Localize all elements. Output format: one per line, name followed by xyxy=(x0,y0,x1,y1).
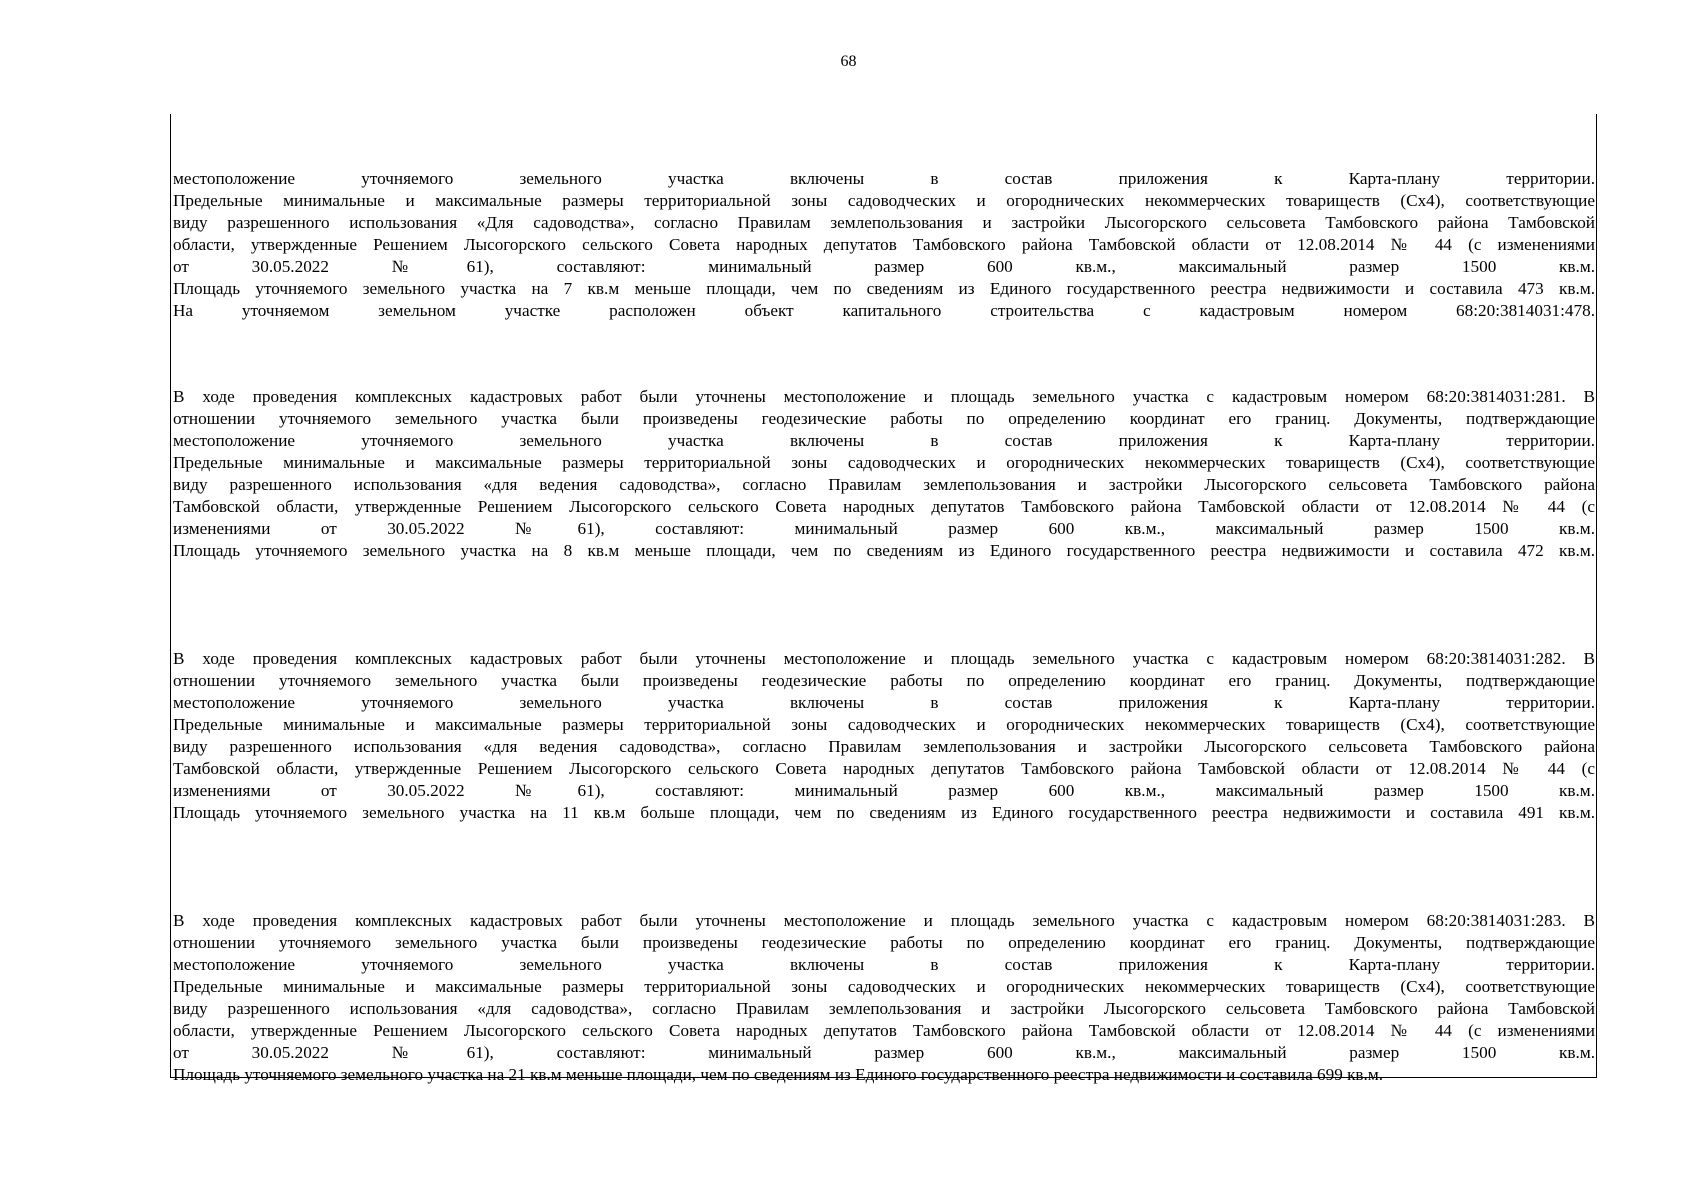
text-line: местоположение уточняемого земельного участка включены в состав приложения к Карта-плану территории. xyxy=(173,169,1595,188)
text-line: Предельные минимальные и максимальные размеры территориальной зоны садоводческих и огороднических некоммерческих товариществ (Сх4), соответствующие xyxy=(173,715,1595,734)
text-line: В ходе проведения комплексных кадастровых работ были уточнены местоположение и площадь земельного участка с кадастровым номером 68:20:3814031:281. В xyxy=(173,387,1595,406)
text-line: местоположение уточняемого земельного участка включены в состав приложения к Карта-плану территории. xyxy=(173,431,1595,450)
spacer xyxy=(173,562,1595,648)
text-line: Тамбовской области, утвержденные Решением Лысогорского сельского Совета народных депутатов Тамбовского района Тамбовской области от 12.08.2014 № 44 (с xyxy=(173,759,1595,778)
text-line: Тамбовской области, утвержденные Решением Лысогорского сельского Совета народных депутатов Тамбовского района Тамбовской области от 12.08.2014 № 44 (с xyxy=(173,497,1595,516)
text-line: местоположение уточняемого земельного участка включены в состав приложения к Карта-плану территории. xyxy=(173,693,1595,712)
text-line: изменениями от 30.05.2022 №61), составляют: минимальный размер 600 кв.м., максимальный размер 1500 кв.м. xyxy=(173,519,1595,538)
text-line: виду разрешенного использования «для садоводства», согласно Правилам землепользования и застройки Лысогорского сельсовета Тамбовского района Тамбовской xyxy=(173,999,1595,1018)
paragraph-block-3 xyxy=(173,648,1595,824)
text-line: области, утвержденные Решением Лысогорского сельского Совета народных депутатов Тамбовского района Тамбовской области от 12.08.2014 № 44 (с изменениями xyxy=(173,1021,1595,1040)
text-line: области, утвержденные Решением Лысогорского сельского Совета народных депутатов Тамбовского района Тамбовской области от 12.08.2014 № 44 (с изменениями xyxy=(173,235,1595,254)
text-line: от 30.05.2022 №61), составляют: минимальный размер 600 кв.м., максимальный размер 1500 кв.м. xyxy=(173,1043,1595,1062)
text-line: виду разрешенного использования «для ведения садоводства», согласно Правилам землепользования и застройки Лысогорского сельсовета Тамбовского района xyxy=(173,737,1595,756)
text-line: отношении уточняемого земельного участка были произведены геодезические работы по определению координат его границ. Документы, подтверждающие xyxy=(173,933,1595,952)
text-line: изменениями от 30.05.2022 №61), составляют: минимальный размер 600 кв.м., максимальный размер 1500 кв.м. xyxy=(173,781,1595,800)
text-line: виду разрешенного использования «Для садоводства», согласно Правилам землепользования и застройки Лысогорского сельсовета Тамбовского района Тамбовской xyxy=(173,213,1595,232)
text-line: В ходе проведения комплексных кадастровых работ были уточнены местоположение и площадь земельного участка с кадастровым номером 68:20:3814031:283. В xyxy=(173,911,1595,930)
text-line: отношении уточняемого земельного участка были произведены геодезические работы по определению координат его границ. Документы, подтверждающие xyxy=(173,409,1595,428)
spacer xyxy=(173,322,1595,386)
paragraph-block-1 xyxy=(173,168,1595,322)
document-content xyxy=(173,168,1595,1086)
text-line: виду разрешенного использования «для ведения садоводства», согласно Правилам землепользования и застройки Лысогорского сельсовета Тамбовского района xyxy=(173,475,1595,494)
text-line: Площадь уточняемого земельного участка на 7 кв.м меньше площади, чем по сведениям из Единого государственного реестра недвижимости и составила 473 кв.м. xyxy=(173,279,1595,298)
text-line: Предельные минимальные и максимальные размеры территориальной зоны садоводческих и огороднических некоммерческих товариществ (Сх4), соответствующие xyxy=(173,453,1595,472)
text-line: Площадь уточняемого земельного участка на 21 кв.м меньше площади, чем по сведениям из Единого государственного реестра недвижимости и составила 699 кв.м. xyxy=(173,1065,1384,1084)
text-line: от 30.05.2022 №61), составляют: минимальный размер 600 кв.м., максимальный размер 1500 кв.м. xyxy=(173,257,1595,276)
paragraph-block-2 xyxy=(173,386,1595,562)
text-line: Площадь уточняемого земельного участка на 8 кв.м меньше площади, чем по сведениям из Единого государственного реестра недвижимости и составила 472 кв.м. xyxy=(173,541,1595,560)
page-number: 68 xyxy=(840,53,857,70)
paragraph-block-4 xyxy=(173,910,1595,1086)
text-line: На уточняемом земельном участке расположен объект капитального строительства с кадастровым номером 68:20:3814031:478. xyxy=(173,301,1595,320)
text-line: местоположение уточняемого земельного участка включены в состав приложения к Карта-плану территории. xyxy=(173,955,1595,974)
text-line: В ходе проведения комплексных кадастровых работ были уточнены местоположение и площадь земельного участка с кадастровым номером 68:20:3814031:282. В xyxy=(173,649,1595,668)
spacer xyxy=(173,824,1595,910)
text-line: Предельные минимальные и максимальные размеры территориальной зоны садоводческих и огороднических некоммерческих товариществ (Сх4), соответствующие xyxy=(173,191,1595,210)
text-line: отношении уточняемого земельного участка были произведены геодезические работы по определению координат его границ. Документы, подтверждающие xyxy=(173,671,1595,690)
text-line: Предельные минимальные и максимальные размеры территориальной зоны садоводческих и огороднических некоммерческих товариществ (Сх4), соответствующие xyxy=(173,977,1595,996)
text-line: Площадь уточняемого земельного участка на 11 кв.м больше площади, чем по сведениям из Единого государственного реестра недвижимости и составила 491 кв.м. xyxy=(173,803,1595,822)
